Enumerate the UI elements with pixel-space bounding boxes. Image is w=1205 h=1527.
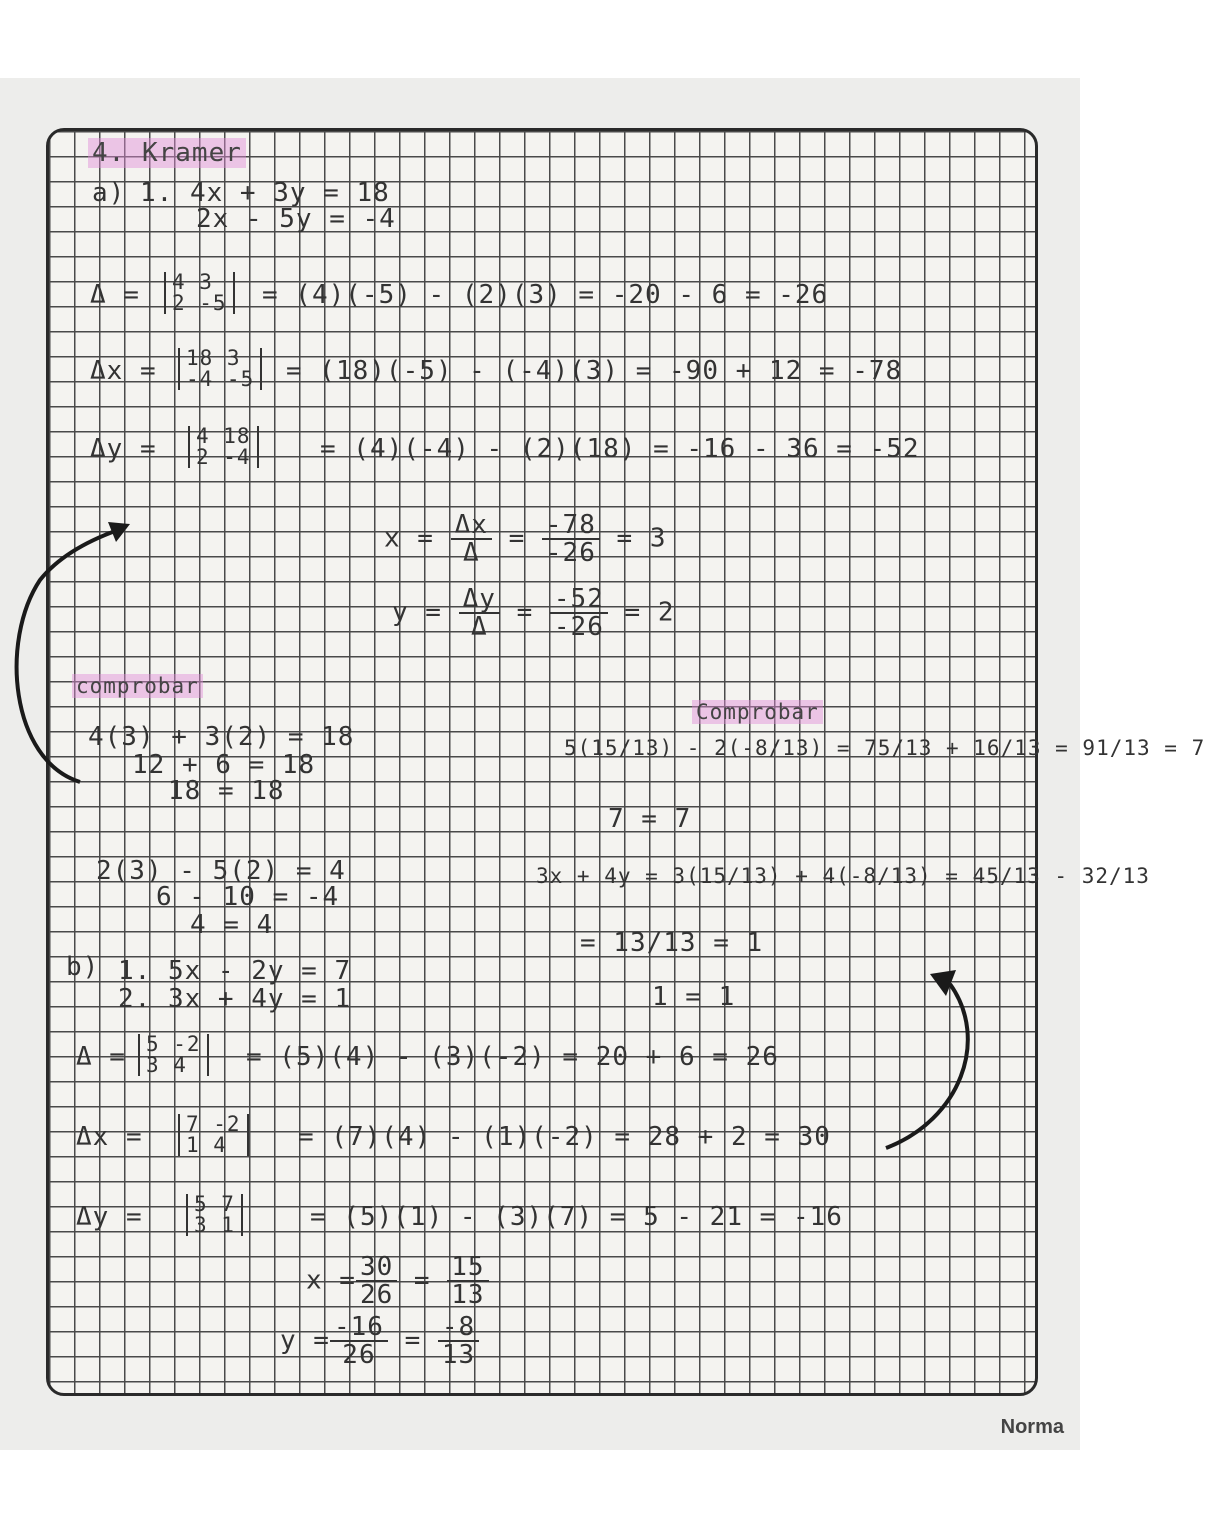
part-a-equation-1: 1. 4x + 3y = 18 xyxy=(140,178,390,208)
part-b-x-solution: x = $\frac{30}{26}$ = $\frac{15}{13}$ xyxy=(306,1254,489,1308)
part-b-dx-expansion: = (7)(4) - (1)(-2) = 28 + 2 = 30 xyxy=(298,1122,831,1152)
part-b-equation-1: 1. 5x - 2y = 7 xyxy=(118,956,352,986)
part-b-y-solution: y = $\frac{-16}{26}$ = $\frac{-8}{13}$ xyxy=(280,1314,479,1368)
part-b-check-2-result: 1 = 1 xyxy=(652,982,736,1012)
part-a-dy-label: Δy = xyxy=(90,434,157,464)
part-a-delta-label: Δ = xyxy=(90,280,140,310)
part-b-label: b) xyxy=(66,952,100,982)
part-a-x-solution: x = $\frac{\Delta x}{\Delta}$ = $\frac{-78}{-26}$ = 3 xyxy=(384,510,667,568)
part-b-dy-matrix: 5 7 3 1 xyxy=(186,1194,243,1236)
part-b-check-2-mid: = 13/13 = 1 xyxy=(580,928,764,958)
part-a-delta-expansion: = (4)(-5) - (2)(3) = -20 - 6 = -26 xyxy=(262,280,829,310)
part-a-dy-matrix: 4 18 2 -4 xyxy=(188,426,259,468)
brand-logo: Norma xyxy=(1000,1416,1064,1438)
part-b-check-1-result: 7 = 7 xyxy=(608,804,692,834)
part-b-dy-expansion: = (5)(1) - (3)(7) = 5 - 21 = -16 xyxy=(310,1202,843,1232)
part-a-equation-2: 2x - 5y = -4 xyxy=(196,204,396,234)
part-a-check-1-line-3: 18 = 18 xyxy=(168,776,285,806)
part-a-check-2-line-1: 2(3) - 5(2) = 4 xyxy=(96,856,346,886)
part-a-check-2-line-2: 6 - 10 = -4 xyxy=(156,882,340,912)
part-a-check-1-line-1: 4(3) + 3(2) = 18 xyxy=(88,722,355,752)
part-a-check-label: comprobar xyxy=(72,676,203,697)
part-b-delta-matrix: 5 -2 3 4 xyxy=(138,1034,209,1076)
part-b-delta-expansion: = (5)(4) - (3)(-2) = 20 + 6 = 26 xyxy=(246,1042,779,1072)
part-b-equation-2: 2. 3x + 4y = 1 xyxy=(118,984,352,1014)
part-a-dx-label: Δx = xyxy=(90,356,157,386)
part-b-check-label: Comprobar xyxy=(692,702,823,723)
part-b-dx-label: Δx = xyxy=(76,1122,143,1152)
part-b-check-1: 5(15/13) - 2(-8/13) = 75/13 + 16/13 = 91/13 = 7 xyxy=(564,736,1205,760)
part-a-label: a) xyxy=(92,178,126,208)
part-a-dx-expansion: = (18)(-5) - (-4)(3) = -90 + 12 = -78 xyxy=(286,356,903,386)
exercise-title: 4. Kramer xyxy=(88,140,246,166)
part-a-dx-matrix: 18 3 -4 -5 xyxy=(178,348,262,390)
part-a-dy-expansion: = (4)(-4) - (2)(18) = -16 - 36 = -52 xyxy=(320,434,920,464)
part-b-check-2: 3x + 4y = 3(15/13) + 4(-8/13) = 45/13 - 32/13 xyxy=(536,864,1150,888)
part-a-y-solution: y = $\frac{\Delta y}{\Delta}$ = $\frac{-52}{-26}$ = 2 xyxy=(392,584,675,642)
part-b-dx-matrix: 7 -2 1 4 xyxy=(178,1114,249,1156)
part-a-delta-matrix: 4 3 2 -5 xyxy=(164,272,235,314)
part-a-check-1-line-2: 12 + 6 = 18 xyxy=(132,750,316,780)
part-b-delta-label: Δ = xyxy=(76,1042,126,1072)
part-a-check-2-line-3: 4 = 4 xyxy=(190,910,274,940)
part-b-dy-label: Δy = xyxy=(76,1202,143,1232)
